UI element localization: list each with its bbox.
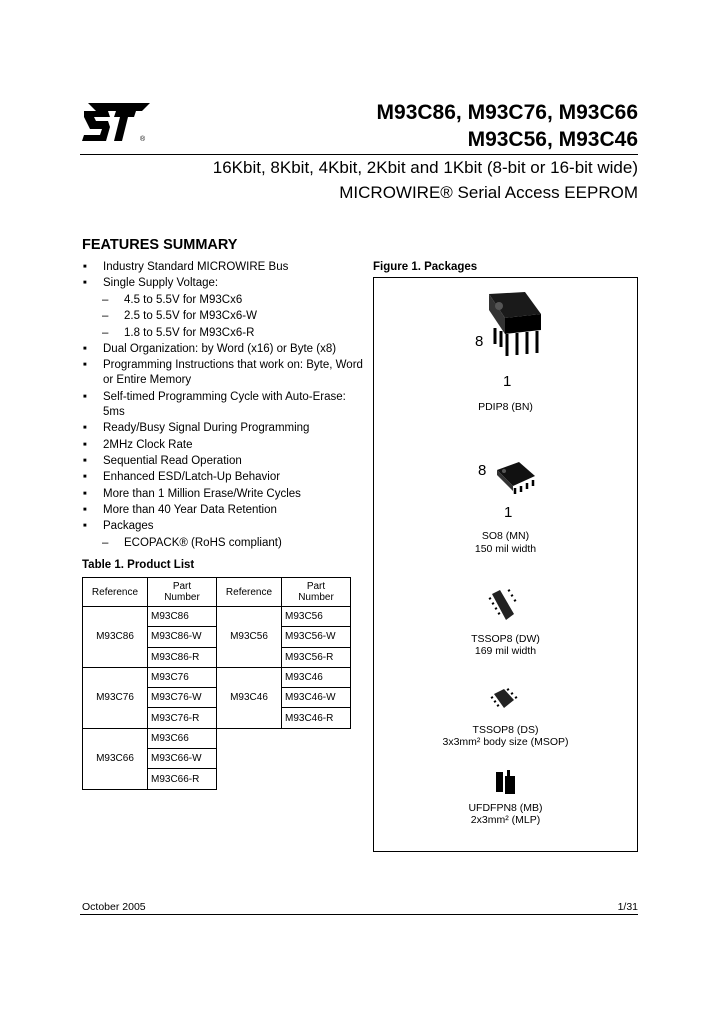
features-list [82, 260, 367, 552]
empty-cell [282, 749, 351, 769]
header-part-number-right: Part Number [282, 578, 351, 607]
table-row [83, 728, 351, 748]
footer-divider [80, 914, 638, 915]
part-number-cell: M93C46-W [282, 688, 351, 708]
part-number-cell: M93C86-W [148, 627, 217, 647]
reference-cell: M93C66 [83, 728, 148, 789]
title-line-2: M93C56, M93C46 [467, 128, 638, 151]
registered-mark: ® [140, 136, 146, 143]
part-number-cell: M93C76-R [148, 708, 217, 728]
reference-cell: M93C86 [83, 607, 148, 668]
feature-item: ■ More than 1 Million Erase/Write Cycles [82, 487, 367, 502]
title-line-1: M93C86, M93C76, M93C66 [376, 101, 638, 124]
feature-item: ■ Industry Standard MICROWIRE Bus [82, 260, 367, 275]
part-number-cell: M93C56 [282, 607, 351, 627]
subtitle-line-1: 16Kbit, 8Kbit, 4Kbit, 2Kbit and 1Kbit (8-bit or 16-bit wide) [212, 158, 638, 177]
so8-detail: 150 mil width [474, 543, 537, 555]
feature-item: ■ 2MHz Clock Rate [82, 438, 367, 453]
pdip8-pin-1: 1 [503, 373, 512, 390]
so8-label: SO8 (MN) [481, 530, 530, 542]
so8-pin-1: 1 [504, 504, 513, 521]
product-list-table [82, 577, 351, 790]
part-number-cell: M93C66-R [148, 769, 217, 789]
reference-cell: M93C56 [217, 607, 282, 668]
pdip8-package-image [475, 288, 555, 368]
subtitle-line-2: MICROWIRE® Serial Access EEPROM [339, 183, 638, 202]
so8-pin-8: 8 [478, 462, 487, 479]
ufdfpn8-detail: 2x3mm² (MLP) [470, 814, 541, 826]
part-number-cell: M93C66 [148, 728, 217, 748]
feature-item: – 2.5 to 5.5V for M93Cx6-W [82, 309, 367, 324]
ufdfpn8-label: UFDFPN8 (MB) [468, 802, 543, 814]
ufdfpn8-package-image [495, 768, 517, 796]
feature-item: ■ Self-timed Programming Cycle with Auto-Erase: 5ms [82, 390, 367, 420]
feature-item: ■ Enhanced ESD/Latch-Up Behavior [82, 470, 367, 485]
reference-cell: M93C76 [83, 667, 148, 728]
header-reference-right: Reference [217, 578, 282, 607]
tssop8-dw-detail: 169 mil width [474, 645, 537, 657]
feature-item: ■ Ready/Busy Signal During Programming [82, 421, 367, 436]
empty-cell [282, 769, 351, 789]
reference-cell: M93C46 [217, 667, 282, 728]
part-number-cell: M93C66-W [148, 749, 217, 769]
pdip8-pin-8: 8 [475, 333, 484, 350]
feature-item: ■ More than 40 Year Data Retention [82, 503, 367, 518]
feature-item: ■ Programming Instructions that work on: Byte, Word or Entire Memory [82, 358, 367, 388]
tssop8-dw-label: TSSOP8 (DW) [471, 633, 540, 645]
table-row [83, 667, 351, 687]
empty-cell [217, 728, 282, 789]
tssop8-ds-label: TSSOP8 (DS) [472, 724, 539, 736]
so8-package-image [493, 458, 539, 498]
figure-caption: Figure 1. Packages [373, 261, 478, 273]
feature-item: – 4.5 to 5.5V for M93Cx6 [82, 293, 367, 308]
part-number-cell: M93C46-R [282, 708, 351, 728]
tssop8-ds-detail: 3x3mm² body size (MSOP) [442, 736, 569, 748]
part-number-cell: M93C76-W [148, 688, 217, 708]
feature-item: – 1.8 to 5.5V for M93Cx6-R [82, 326, 367, 341]
feature-item: – ECOPACK® (RoHS compliant) [82, 536, 367, 551]
feature-item: ■ Dual Organization: by Word (x16) or Byte (x8) [82, 342, 367, 357]
feature-item: ■ Single Supply Voltage: [82, 276, 367, 291]
part-number-cell: M93C56-R [282, 647, 351, 667]
feature-item: ■ Packages [82, 519, 367, 534]
part-number-cell: M93C46 [282, 667, 351, 687]
empty-cell [282, 728, 351, 748]
table-row [83, 607, 351, 627]
part-number-cell: M93C76 [148, 667, 217, 687]
header-divider [80, 154, 638, 155]
part-number-cell: M93C86-R [148, 647, 217, 667]
features-heading: FEATURES SUMMARY [82, 237, 238, 253]
tssop8-dw-package-image [488, 588, 518, 628]
pdip8-label: PDIP8 (BN) [478, 401, 533, 413]
header-reference-left: Reference [83, 578, 148, 607]
header-part-number-left: Part Number [148, 578, 217, 607]
st-logo [80, 101, 152, 151]
part-number-cell: M93C86 [148, 607, 217, 627]
part-number-cell: M93C56-W [282, 627, 351, 647]
footer-page-number: 1/31 [617, 901, 638, 913]
feature-item: ■ Sequential Read Operation [82, 454, 367, 469]
footer-date: October 2005 [82, 901, 146, 913]
table-caption: Table 1. Product List [82, 559, 195, 571]
tssop8-ds-package-image [490, 686, 518, 714]
